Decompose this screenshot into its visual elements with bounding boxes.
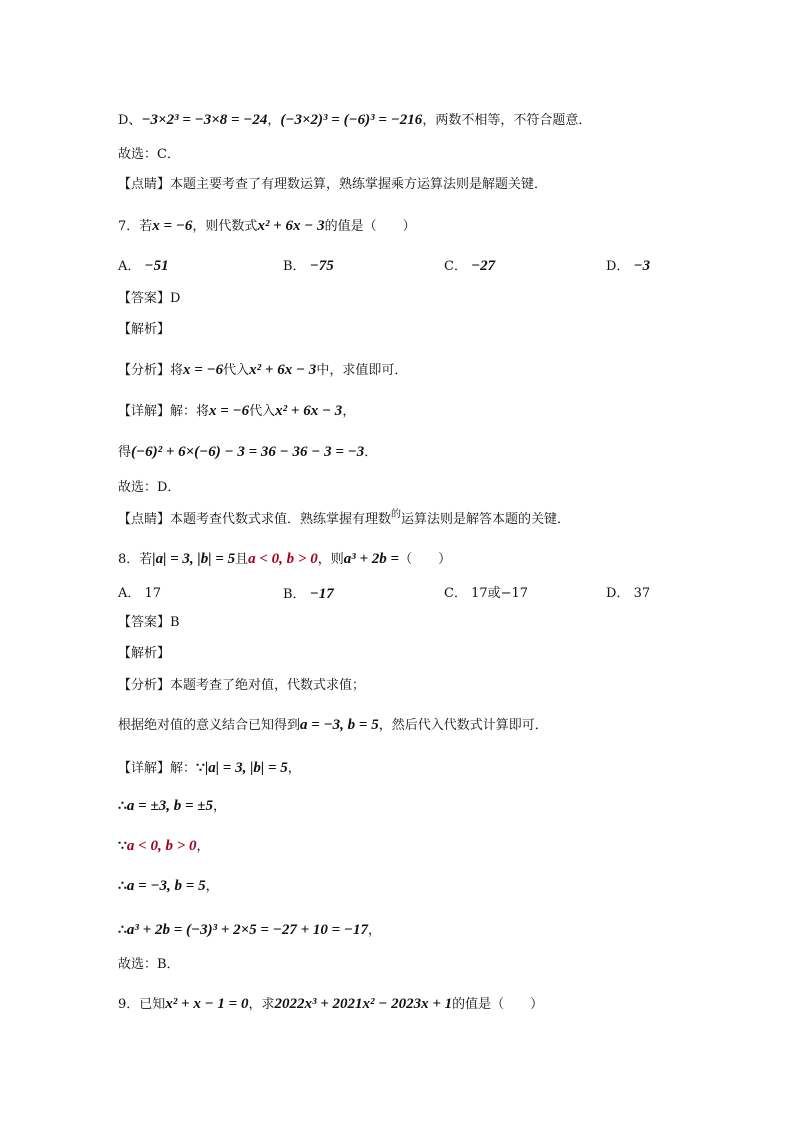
math-expression: 2022x³ + 2021x² − 2023x + 1 (274, 996, 453, 1012)
punctuation: ， (287, 761, 301, 776)
answer-choice-line: 故选：C． (118, 147, 180, 162)
math-expression-highlight: a < 0, b > 0 (248, 551, 318, 567)
comment-paragraph: 【点睛】本题主要考查了有理数运算，熟练掌握乘方运算法则是解题关键． (118, 177, 548, 192)
comment-paragraph (118, 510, 570, 531)
analysis-text: ，然后代入代数式计算即可． (378, 718, 548, 733)
option-label: C． (444, 259, 467, 274)
punctuation: ， (196, 839, 210, 854)
question-9 (118, 994, 543, 1015)
therefore-symbol: ∴ (118, 878, 127, 894)
math-expression: (−3×2)³ = (−6)³ = −216 (280, 112, 423, 128)
step-line (118, 920, 381, 941)
question-text: ，则代数式 (192, 219, 258, 234)
option-value: 17 (144, 586, 162, 601)
math-expression: x² + 6x − 3 (257, 218, 325, 234)
analysis-paragraph (118, 715, 548, 736)
detail-text: ， (342, 404, 356, 419)
punctuation: ， (205, 879, 219, 894)
option-value: −17 (309, 586, 334, 602)
analysis-text: 根据绝对值的意义结合已知得到 (118, 718, 301, 733)
option-value: 17或−17 (471, 586, 529, 601)
math-expression: x² + x − 1 = 0 (165, 996, 249, 1012)
option-label: B． (283, 587, 306, 602)
analysis-paragraph: 【分析】本题考查了绝对值，代数式求值； (118, 678, 366, 693)
comment-text: 【点睛】本题考查代数式求值．熟练掌握有理数 (118, 512, 392, 527)
option-value: 37 (633, 586, 651, 601)
option-c (444, 256, 495, 277)
option-label: B． (283, 259, 306, 274)
explanation-text: ，两数不相等，不符合题意． (422, 113, 592, 128)
analysis-text: 代入 (223, 363, 250, 378)
question-number: 8．若 (118, 552, 153, 567)
question-text: ，则 (317, 552, 344, 567)
punctuation: ， (212, 799, 226, 814)
analysis-heading: 【解析】 (118, 646, 171, 661)
question-7 (118, 216, 416, 237)
calculation-line (118, 442, 377, 463)
math-expression: (−6)² + 6×(−6) − 3 = 36 − 36 − 3 = −3 (131, 444, 365, 460)
option-b (283, 256, 334, 277)
math-expression: a = ±3, b = ±5 (126, 798, 213, 814)
step-line (118, 796, 226, 817)
therefore-symbol: ∴ (118, 922, 127, 938)
detail-paragraph (118, 758, 301, 779)
option-d (606, 584, 650, 604)
analysis-text: 【分析】将 (118, 363, 184, 378)
option-label: D． (606, 259, 630, 274)
math-expression: a³ + 2b = (343, 551, 400, 567)
question-text: 的值是（ ） (324, 219, 416, 234)
punctuation: ， (368, 923, 382, 938)
option-c (444, 584, 528, 604)
analysis-paragraph (118, 360, 407, 381)
analysis-heading: 【解析】 (118, 322, 171, 337)
math-expression: x = −6 (183, 362, 224, 378)
math-expression: −3×2³ = −3×8 = −24 (141, 112, 268, 128)
analysis-text: 中，求值即可． (316, 363, 408, 378)
option-label: A． (118, 586, 141, 601)
comment-text: 的 (391, 509, 402, 520)
detail-paragraph (118, 401, 355, 422)
option-a (118, 584, 161, 604)
option-value: −75 (309, 258, 334, 274)
answer-choice-line: 故选：D． (118, 480, 181, 495)
option-value: −51 (144, 258, 169, 274)
math-expression: x = −6 (152, 218, 193, 234)
detail-text: 【详解】解：将 (118, 404, 210, 419)
question-8 (118, 549, 451, 570)
answer-line: 【答案】D (118, 291, 181, 306)
math-expression: x² + 6x − 3 (249, 362, 317, 378)
detail-text: 代入 (249, 404, 276, 419)
math-expression: |a| = 3, |b| = 5 (204, 760, 288, 776)
math-expression: a = −3, b = 5 (300, 717, 379, 733)
step-line (118, 836, 210, 857)
because-symbol: ∵ (118, 838, 127, 854)
option-label: C． (444, 586, 467, 601)
punctuation: ， (267, 113, 281, 128)
question-number: 7．若 (118, 219, 153, 234)
step-line (118, 876, 219, 897)
question-number: 9．已知 (118, 997, 166, 1012)
math-expression-highlight: a < 0, b > 0 (126, 838, 197, 854)
math-expression: a³ + 2b = (−3)³ + 2×5 = −27 + 10 = −17 (126, 922, 369, 938)
option-value: −27 (471, 258, 496, 274)
math-expression: a = −3, b = 5 (126, 878, 206, 894)
option-d (606, 256, 650, 277)
option-b (283, 584, 334, 605)
question-text: 且 (235, 552, 249, 567)
because-symbol: ∵ (196, 760, 205, 776)
option-a (118, 256, 169, 277)
question-text: ，求 (248, 997, 275, 1012)
answer-line: 【答案】B (118, 615, 180, 630)
math-expression: x² + 6x − 3 (275, 403, 343, 419)
answer-choice-line: 故选：B． (118, 957, 180, 972)
math-expression: x = −6 (209, 403, 250, 419)
option-d-explanation (118, 110, 591, 131)
option-label: A． (118, 259, 141, 274)
punctuation: ． (364, 445, 378, 460)
question-text: （ ） (399, 552, 452, 567)
option-label: D． (606, 586, 630, 601)
option-label: D、 (118, 113, 142, 128)
therefore-symbol: ∴ (118, 798, 127, 814)
question-text: 的值是（ ） (452, 997, 544, 1012)
detail-text: 得 (118, 445, 132, 460)
option-value: −3 (633, 258, 651, 274)
math-expression: |a| = 3, |b| = 5 (152, 551, 236, 567)
detail-text: 【详解】解： (118, 761, 197, 776)
comment-text: 运算法则是解答本题的关键． (401, 512, 571, 527)
